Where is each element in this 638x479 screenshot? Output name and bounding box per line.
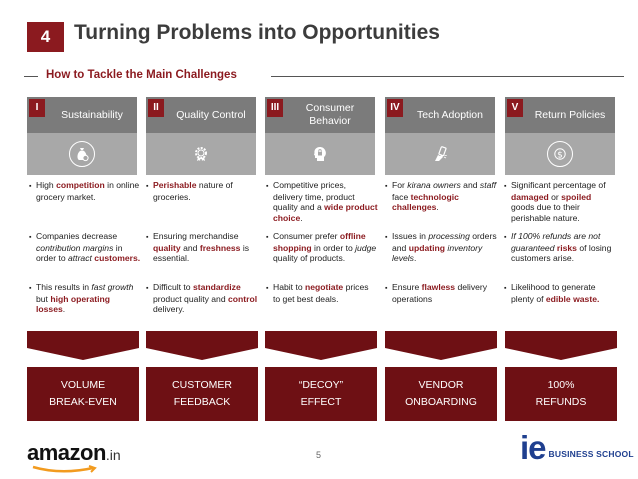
bullet-text-run: or <box>548 191 562 202</box>
roman-numeral-badge: II <box>148 99 164 117</box>
bullet-text-run: staff <box>479 180 497 190</box>
slide-title: Turning Problems into Opportunities <box>74 21 440 44</box>
outcome-box-refunds <box>505 367 617 421</box>
column-icon-box <box>146 133 256 175</box>
down-arrow-shape <box>27 331 139 360</box>
bullet-text-run: delivery operations <box>392 282 488 304</box>
bullet-text-run: Perishable <box>153 180 197 190</box>
outcome-line: CUSTOMER <box>172 379 232 392</box>
column-title: Return Policies <box>534 108 606 121</box>
outcome-line: BREAK-EVEN <box>49 396 117 408</box>
bullet-text-run: processing <box>428 231 470 241</box>
bullet-text-run: in online grocery market. <box>36 180 140 202</box>
subtitle-rule-left <box>24 76 38 77</box>
challenge-column-consumer-behavior <box>265 97 375 175</box>
ie-school-text: BUSINESS SCHOOL <box>548 449 634 459</box>
bullet-marker: ▪ <box>266 285 269 292</box>
column-icon-box <box>265 133 375 175</box>
outcome-line: “DECOY” <box>298 379 344 392</box>
page-number: 5 <box>316 450 322 460</box>
bullet-text-run: in order to <box>311 242 356 253</box>
bullet-text-run: . <box>300 213 303 224</box>
outcome-line: FEEDBACK <box>173 396 231 408</box>
bullet-text-run: inventory levels <box>392 242 483 264</box>
bullet-marker: ▪ <box>29 183 32 190</box>
bullet-marker: ▪ <box>29 285 32 292</box>
bullet-text-run: high operating losses <box>36 293 111 315</box>
bullet-point <box>266 180 378 224</box>
bullet-marker: ▪ <box>266 183 269 190</box>
column-header <box>385 97 495 133</box>
bullet-text-run: Issues in <box>392 231 429 241</box>
subtitle-rule-right <box>271 76 624 77</box>
ie-business-school-logo <box>520 431 634 464</box>
hand-phone-icon <box>427 141 453 167</box>
bullet-text-run: orders and <box>392 231 497 253</box>
bullet-marker: ▪ <box>504 234 507 241</box>
bullet-text-run: competition <box>56 180 105 190</box>
bullet-text-run: Likelihood to generate plenty of <box>511 282 596 304</box>
bullet-text-run: Significant percentage of <box>511 180 606 190</box>
svg-text:$: $ <box>557 150 563 161</box>
amazon-wordmark: amazon <box>27 440 106 465</box>
bullet-text-run: Companies decrease <box>36 231 118 241</box>
bullet-marker: ▪ <box>146 234 149 241</box>
bullet-marker: ▪ <box>504 183 507 190</box>
amazon-tld: .in <box>105 447 121 463</box>
bullet-point <box>266 231 378 264</box>
bullet-point <box>504 282 616 304</box>
bullet-text-run: quality <box>153 242 181 253</box>
down-arrow-shape <box>265 331 377 360</box>
money-bag-icon <box>69 141 95 167</box>
bullet-marker: ▪ <box>29 234 32 241</box>
bullet-text-run: High <box>36 180 57 190</box>
bullet-text-run: risks <box>556 242 577 253</box>
bullet-text-run: . <box>413 253 417 264</box>
bullet-marker: ▪ <box>504 285 507 292</box>
bullet-point <box>29 231 141 264</box>
bullet-text-run: but <box>36 293 51 304</box>
bullet-text-run: face <box>392 191 411 202</box>
roman-numeral-badge: I <box>29 99 45 117</box>
column-icon-box <box>385 133 495 175</box>
outcome-line: ONBOARDING <box>405 396 477 408</box>
section-subtitle: How to Tackle the Main Challenges <box>46 69 237 81</box>
bullet-marker: ▪ <box>146 183 149 190</box>
bullet-text-run: Ensuring merchandise <box>153 231 239 241</box>
bullet-text-run: control <box>228 293 258 304</box>
bullet-text-run: judge <box>355 242 377 253</box>
column-header <box>265 97 375 133</box>
bullet-text-run: goods due to their perishable nature. <box>511 202 580 224</box>
roman-numeral-badge: IV <box>387 99 403 117</box>
dollar-coin-icon <box>547 141 573 167</box>
bullet-text-run: standardize <box>192 282 241 292</box>
bullet-text-run: attract <box>68 253 92 264</box>
down-arrow-shape <box>505 331 617 360</box>
bullet-text-run: nature of groceries. <box>153 180 233 202</box>
outcome-line: VOLUME <box>60 379 106 392</box>
bullet-text-run: This results in <box>36 282 92 292</box>
column-icon-box <box>27 133 137 175</box>
challenge-column-return-policies <box>505 97 615 175</box>
bullet-text-run: negotiate <box>305 282 344 292</box>
column-title: Consumer Behavior <box>305 102 355 127</box>
bullet-text-run: and <box>180 242 200 253</box>
bullet-point <box>29 180 141 202</box>
challenge-column-quality-control <box>146 97 256 175</box>
outcome-line: VENDOR <box>418 379 464 392</box>
column-title: Sustainability <box>61 108 123 121</box>
bullet-text-run: quality of products. <box>273 253 346 264</box>
outcome-box-customer-feedback <box>146 367 258 421</box>
ie-mark: ie <box>520 429 546 466</box>
bullet-text-run: Competitive prices, delivery time, product quality and a <box>273 180 355 213</box>
column-title: Tech Adoption <box>417 108 483 121</box>
bullet-text-run: damaged <box>511 191 549 202</box>
bullet-text-run: If 100% refunds are not guaranteed <box>511 231 601 253</box>
bullet-text-run: prices to get best deals. <box>273 282 369 304</box>
bullet-text-run: delivery. <box>153 304 185 315</box>
roman-numeral-badge: III <box>267 99 283 117</box>
down-arrow-shape <box>146 331 258 360</box>
outcome-line: 100% <box>547 379 575 392</box>
outcome-line: EFFECT <box>300 396 342 408</box>
bullet-point <box>29 282 141 315</box>
bullet-text-run: spoiled <box>561 191 592 202</box>
challenge-column-tech-adoption <box>385 97 495 175</box>
head-lock-icon <box>307 141 333 167</box>
bullet-text-run: Consumer prefer <box>273 231 340 241</box>
outcome-box-volume-break-even <box>27 367 139 421</box>
bullet-point <box>385 231 497 264</box>
bullet-text-run: Ensure <box>392 282 422 292</box>
bullet-marker: ▪ <box>266 234 269 241</box>
down-arrow-shape <box>385 331 497 360</box>
column-header <box>505 97 615 133</box>
bullet-text-run: contribution margins <box>36 242 114 253</box>
outcome-line: REFUNDS <box>535 396 587 408</box>
bullet-point <box>504 231 616 264</box>
roman-numeral-badge: V <box>507 99 523 117</box>
bullet-marker: ▪ <box>385 285 388 292</box>
bullet-text-run: in order to <box>36 242 123 264</box>
bullet-text-run: and <box>460 180 480 190</box>
bullet-point <box>146 282 258 315</box>
bullet-text-run: . <box>436 202 439 213</box>
bullet-text-run: For <box>392 180 408 190</box>
bullet-text-run: kirana owners <box>407 180 461 190</box>
bullet-text-run: updating <box>408 242 446 253</box>
slide-number-badge: 4 <box>27 22 64 52</box>
column-header <box>146 97 256 133</box>
amazon-smile-icon <box>31 465 101 475</box>
column-title: Quality Control <box>176 108 246 121</box>
bullet-text-run: product quality and <box>153 293 229 304</box>
bullet-text-run: Difficult to <box>153 282 193 292</box>
bullet-point <box>385 282 497 304</box>
bullet-point <box>146 231 258 264</box>
bullet-text-run: wide product choice <box>273 202 378 224</box>
bullet-text-run: edible waste. <box>545 293 600 304</box>
bullet-text-run: of losing customers arise. <box>511 242 612 264</box>
bullet-point <box>385 180 497 213</box>
bullet-point <box>146 180 258 202</box>
column-icon-box <box>505 133 615 175</box>
outcome-box-decoy-effect <box>265 367 377 421</box>
amazon-in-logo <box>27 440 121 466</box>
outcome-box-vendor-onboarding <box>385 367 497 421</box>
bullet-text-run: offline shopping <box>273 231 366 253</box>
bullet-point <box>504 180 616 224</box>
bullet-text-run: . <box>62 304 66 315</box>
bullet-text-run: flawless <box>421 282 456 292</box>
challenge-column-sustainability <box>27 97 137 175</box>
bullet-text-run: customers. <box>94 253 141 264</box>
bullet-marker: ▪ <box>385 234 388 241</box>
bullet-text-run: fast growth <box>91 282 134 292</box>
bullet-text-run: is essential. <box>153 242 250 264</box>
bullet-text-run: Habit to <box>273 282 306 292</box>
bullet-text-run: technologic challenges <box>392 191 459 213</box>
bullet-marker: ▪ <box>146 285 149 292</box>
bullet-marker: ▪ <box>385 183 388 190</box>
column-header <box>27 97 137 133</box>
bullet-point <box>266 282 378 304</box>
quality-gear-icon <box>188 141 214 167</box>
bullet-text-run: freshness <box>199 242 241 253</box>
